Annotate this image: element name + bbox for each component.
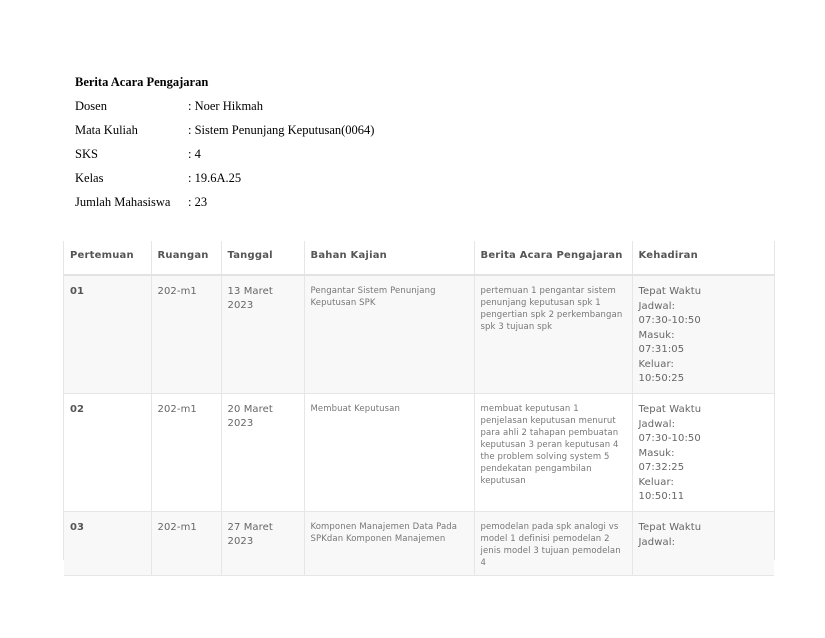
info-value: : 4 <box>188 147 201 161</box>
kehadiran-line: Keluar: <box>638 476 674 488</box>
cell-bahan-kajian: Pengantar Sistem Penunjang Keputusan SPK <box>304 275 474 394</box>
document-header <box>75 74 575 218</box>
cell-pertemuan: 01 <box>64 275 151 394</box>
cell-kehadiran <box>632 394 774 512</box>
info-label: Kelas <box>75 171 104 185</box>
cell-tanggal: 20 Maret 2023 <box>221 394 304 512</box>
column-header-tanggal: Tanggal <box>221 241 304 275</box>
kehadiran-line: 07:31:05 <box>638 344 685 355</box>
info-label: Dosen <box>75 99 107 113</box>
document-title: Berita Acara Pengajaran <box>75 75 209 89</box>
info-label: SKS <box>75 147 98 161</box>
kehadiran-line: Jadwal: <box>638 536 676 548</box>
column-header-pertemuan: Pertemuan <box>64 241 151 275</box>
cell-ruangan: 202-m1 <box>151 394 221 512</box>
info-label: Mata Kuliah <box>75 123 138 137</box>
kehadiran-line: Keluar: <box>638 358 674 370</box>
table-header-row <box>64 241 774 275</box>
info-label: Jumlah Mahasiswa <box>75 195 171 209</box>
kehadiran-line: Jadwal: <box>638 418 676 430</box>
kehadiran-line: 07:30-10:50 <box>638 433 701 444</box>
info-value: : 19.6A.25 <box>188 171 242 185</box>
attendance-table-container <box>63 241 775 568</box>
info-row-jumlah-mahasiswa <box>75 194 575 218</box>
info-row-mata-kuliah <box>75 122 575 146</box>
info-row-kelas <box>75 170 575 194</box>
cell-kehadiran <box>632 275 774 394</box>
cell-bahan-kajian: Membuat Keputusan <box>304 394 474 512</box>
attendance-table <box>64 241 774 576</box>
column-header-berita-acara: Berita Acara Pengajaran <box>474 241 632 275</box>
kehadiran-line: Masuk: <box>638 447 675 459</box>
kehadiran-status: Tepat Waktu <box>638 404 702 415</box>
cell-berita-acara: pertemuan 1 pengantar sistem penunjang keputusan spk 1 pengertian spk 2 perkembangan spk 3 tujuan spk <box>474 275 632 394</box>
table-row <box>64 512 774 576</box>
cell-berita-acara: membuat keputusan 1 penjelasan keputusan menurut para ahli 2 tahapan pembuatan keputusan 3 peran keputusan 4 the problem solving system 5 pendekatan pengambilan keputusan <box>474 394 632 512</box>
kehadiran-status: Tepat Waktu <box>638 286 702 297</box>
table-row <box>64 394 774 512</box>
kehadiran-line: 10:50:25 <box>638 373 685 384</box>
kehadiran-line: 10:50:11 <box>638 491 685 502</box>
column-header-kehadiran: Kehadiran <box>632 241 774 275</box>
kehadiran-line: Masuk: <box>638 329 675 341</box>
table-row <box>64 275 774 394</box>
column-header-ruangan: Ruangan <box>151 241 221 275</box>
cell-tanggal: 27 Maret 2023 <box>221 512 304 576</box>
kehadiran-line: Jadwal: <box>638 300 676 312</box>
info-value: : Noer Hikmah <box>188 99 263 113</box>
info-value: : Sistem Penunjang Keputusan(0064) <box>188 123 375 137</box>
kehadiran-line: 07:30-10:50 <box>638 315 701 326</box>
kehadiran-line: 07:32:25 <box>638 462 685 473</box>
cell-tanggal: 13 Maret 2023 <box>221 275 304 394</box>
info-value: : 23 <box>188 195 208 209</box>
info-row-dosen <box>75 98 575 122</box>
cell-bahan-kajian: Komponen Manajemen Data Pada SPKdan Komponen Manajemen <box>304 512 474 576</box>
column-header-bahan-kajian: Bahan Kajian <box>304 241 474 275</box>
cell-berita-acara: pemodelan pada spk analogi vs model 1 definisi pemodelan 2 jenis model 3 tujuan pemodelan 4 <box>474 512 632 576</box>
cell-pertemuan: 02 <box>64 394 151 512</box>
cell-ruangan: 202-m1 <box>151 512 221 576</box>
cell-ruangan: 202-m1 <box>151 275 221 394</box>
cell-kehadiran <box>632 512 774 576</box>
cell-pertemuan: 03 <box>64 512 151 576</box>
kehadiran-status: Tepat Waktu <box>638 522 702 533</box>
info-row-sks <box>75 146 575 170</box>
